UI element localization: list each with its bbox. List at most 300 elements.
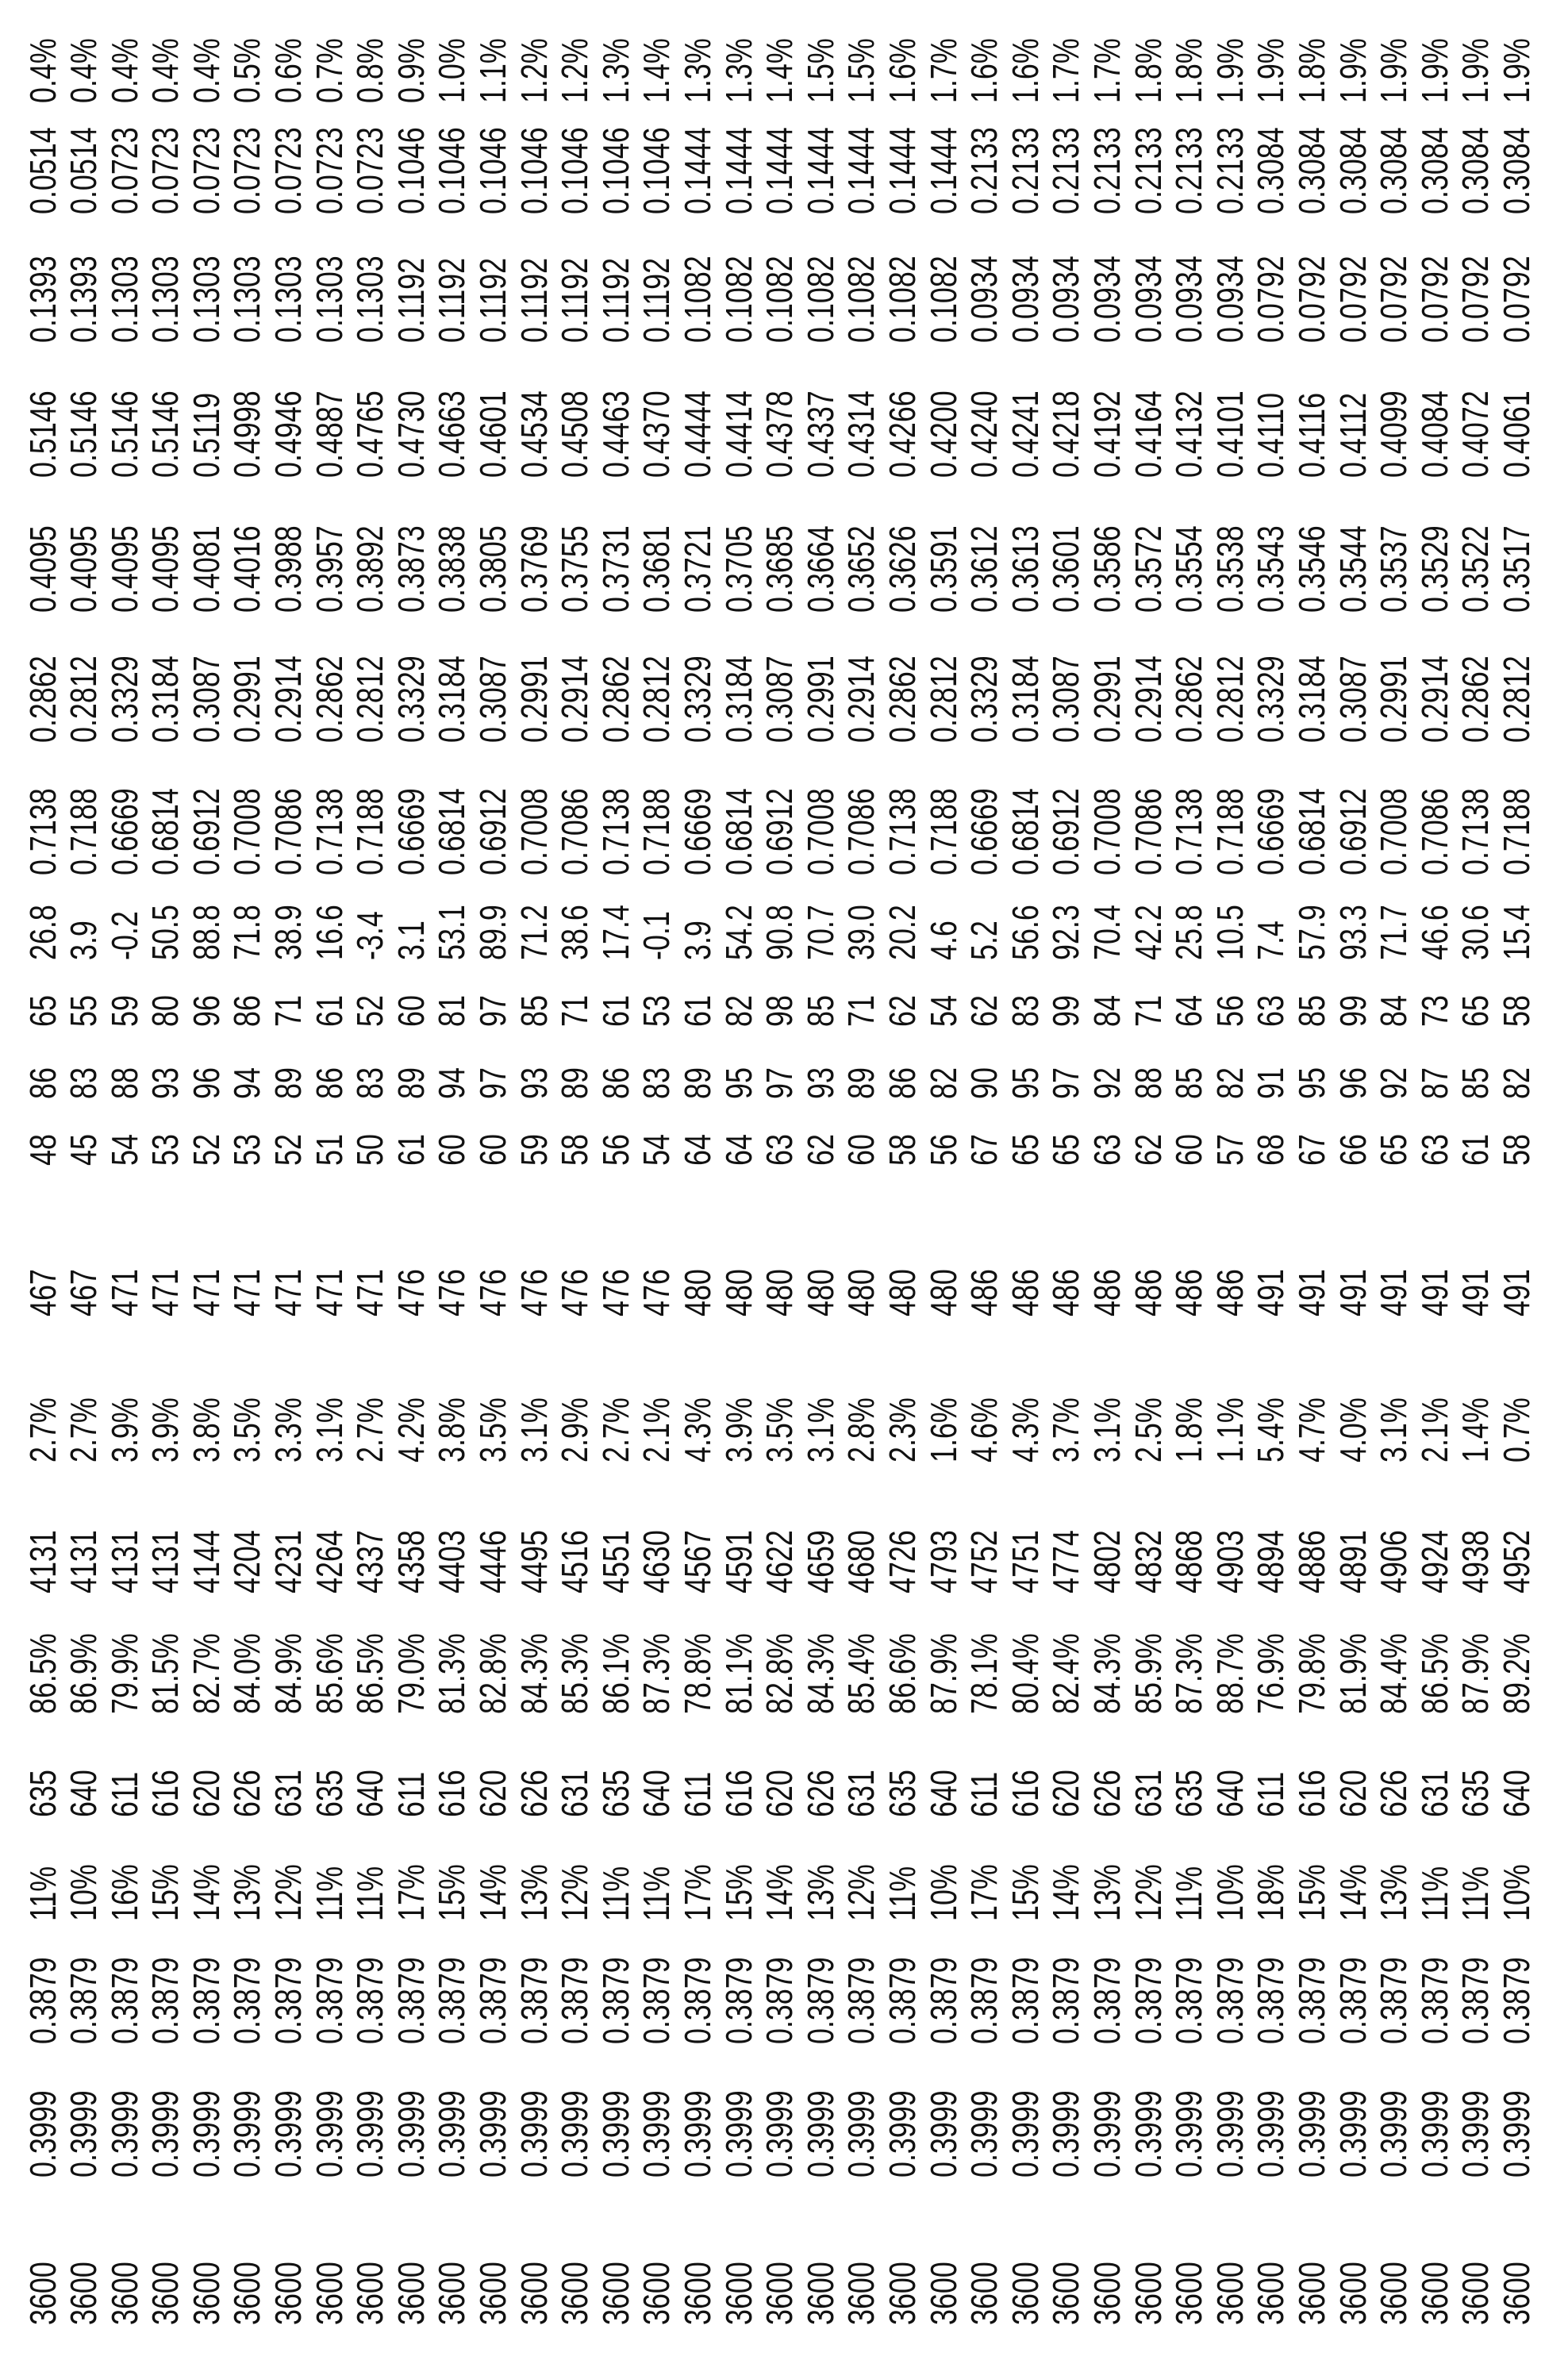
table-cell: 0.3999 [390,2090,432,2177]
table-cell: 56 [922,1134,964,1166]
table-cell: 0.4444 [677,390,718,478]
table-cell: 0.4266 [881,390,923,478]
table-cell: 1.9% [1495,38,1537,103]
table-cell: 79.8% [1290,1633,1332,1714]
table-cell: 4.2% [390,1397,432,1463]
table-cell: 0.3879 [881,1957,923,2044]
table-cell: 93 [144,1067,186,1099]
table-cell: 10% [63,1864,105,1921]
table-cell: 3600 [759,2262,801,2325]
table-cell: 51 [308,1134,350,1166]
table-cell: 86 [881,1067,923,1099]
table-cell: 0.2812 [63,655,105,743]
table-cell: 48 [21,1134,63,1166]
table-cell: 54.2 [717,905,759,960]
table-cell: 620 [185,1770,227,1817]
table-cell: 0.4101 [1209,390,1251,478]
table-cell: 611 [963,1771,1005,1817]
table-cell: 0.1082 [717,256,759,343]
table-cell: 86.6% [881,1633,923,1714]
table-cell: 4131 [63,1530,105,1593]
table-cell: 0.4241 [1004,390,1046,478]
table-cell: 0.3879 [185,1957,227,2044]
table-cell: 78.8% [677,1633,718,1714]
table-cell: 26.8 [21,905,63,960]
table-cell: 93.3 [1332,905,1374,960]
table-cell: 0.2991 [513,655,555,743]
table-cell: 50 [349,1134,391,1166]
table-cell: 82.4% [1045,1633,1087,1714]
table-cell: 63 [1250,995,1292,1027]
table-cell: 10% [1209,1864,1251,1921]
table-cell: 631 [554,1770,596,1817]
table-cell: 1.1% [1209,1397,1251,1463]
table-row [472,0,516,2360]
table-cell: 2.7% [349,1397,391,1463]
table-cell: 0.4463 [594,390,636,478]
table-cell: 64 [1168,995,1210,1027]
table-cell: 471 [185,1269,227,1316]
table-cell: 0.6814 [144,788,186,875]
table-cell: 3600 [1250,2262,1292,2325]
table-cell: 42.2 [1127,905,1169,960]
table-cell: 0.7188 [636,788,678,875]
table-cell: 95 [717,1067,759,1099]
table-cell: 54 [103,1134,145,1166]
table-cell: 471 [226,1269,268,1316]
table-cell: 80 [144,995,186,1027]
table-cell: 3.1% [308,1397,350,1463]
table-cell: 13% [513,1864,555,1921]
table-cell: 1.9% [1413,38,1455,103]
table-cell: 467 [63,1269,105,1316]
table-cell: 616 [1004,1770,1046,1817]
table-cell: 0.4314 [840,390,882,478]
table-cell: 0.4946 [267,390,309,478]
table-cell: 0.1303 [144,256,186,343]
table-cell: 0.3999 [759,2090,801,2177]
table-cell: 0.1046 [513,127,555,214]
table-cell: 17% [677,1864,718,1921]
table-cell: 2.5% [1127,1397,1169,1463]
table-cell: 0.2914 [267,655,309,743]
table-cell: 14% [472,1864,514,1921]
table-row [226,0,270,2360]
table-row [513,0,557,2360]
table-cell: 640 [1495,1770,1537,1817]
table-cell: 0.3538 [1209,525,1251,613]
table-cell: 0.1303 [226,256,268,343]
table-cell: 0.7138 [308,788,350,875]
table-cell: 4446 [472,1530,514,1593]
table-cell: -0.1 [636,911,678,960]
table-cell: 71 [267,995,309,1027]
table-cell: 1.6% [963,38,1005,103]
table-cell: 86.1% [594,1633,636,1714]
table-cell: 38.9 [267,905,309,960]
table-cell: 0.2862 [1455,655,1497,743]
table-cell: 4886 [1290,1530,1332,1593]
table-cell: 0.1444 [840,127,882,214]
table-cell: 0.3613 [1004,525,1046,613]
table-cell: 0.0934 [1086,256,1128,343]
table-cell: 0.5146 [21,390,63,478]
table-cell: 0.3517 [1495,525,1537,613]
table-cell: 0.0723 [267,127,309,214]
table-cell: 10.5 [1209,905,1251,960]
table-cell: 3.9 [677,921,718,960]
table-cell: 0.3184 [1290,655,1332,743]
table-cell: 480 [799,1269,841,1316]
table-cell: 0.6912 [1045,788,1087,875]
table-cell: 0.3999 [1455,2090,1497,2177]
table-cell: 0.3879 [636,1957,678,2044]
table-cell: 92.3 [1045,905,1087,960]
table-cell: 0.3879 [21,1957,63,2044]
table-cell: 0.4132 [1168,390,1210,478]
table-cell: 16.6 [308,905,350,960]
table-cell: 89.2% [1495,1633,1537,1714]
table-cell: 0.3879 [594,1957,636,2044]
table-cell: 0.5% [226,38,268,103]
table-cell: 0.0934 [1168,256,1210,343]
table-cell: 3600 [840,2262,882,2325]
table-cell: 45 [63,1134,105,1166]
table-cell: 1.9% [1209,38,1251,103]
table-cell: 491 [1332,1269,1374,1316]
table-cell: 3600 [513,2262,555,2325]
table-cell: 3.8% [185,1397,227,1463]
table-cell: 0.1082 [881,256,923,343]
table-cell: 87.3% [636,1633,678,1714]
table-cell: 0.1082 [677,256,718,343]
table-cell: 640 [922,1770,964,1817]
table-cell: 0.3999 [431,2090,473,2177]
table-cell: 4131 [103,1530,145,1593]
table-cell: 635 [308,1770,350,1817]
table-cell: 4516 [554,1530,596,1593]
table-cell: 86 [308,1067,350,1099]
table-cell: 12% [1127,1864,1169,1921]
table-cell: 81.3% [431,1633,473,1714]
table-cell: 3.8% [431,1397,473,1463]
table-cell: 0.7008 [799,788,841,875]
table-cell: 4144 [185,1530,227,1593]
table-cell: 0.3879 [799,1957,841,2044]
table-cell: 83 [349,1067,391,1099]
table-cell: 0.2812 [1495,655,1537,743]
table-cell: 3600 [1004,2262,1046,2325]
table-cell: 0.3879 [144,1957,186,2044]
table-cell: 68 [1250,1134,1292,1166]
table-cell: 0.4081 [185,525,227,613]
table-row [433,0,475,2360]
table-cell: 86 [226,995,268,1027]
table-cell: 3600 [922,2262,964,2325]
table-cell: 1.5% [799,38,841,103]
table-cell: 99 [1045,995,1087,1027]
table-cell: 0.6912 [472,788,514,875]
table-cell: 0.1192 [636,257,678,343]
table-cell: 471 [144,1269,186,1316]
table-cell: 0.2133 [1127,127,1169,214]
table-cell: 0.4061 [1495,390,1537,478]
table-row [1413,0,1458,2360]
table-cell: 0.1046 [554,127,596,214]
table-row [840,0,884,2360]
table-cell: 0.3879 [1250,1957,1292,2044]
table-cell: 476 [636,1269,678,1316]
table-cell: 0.3329 [963,655,1005,743]
table-cell: 4924 [1413,1530,1455,1593]
table-cell: 13% [226,1864,268,1921]
table-cell: 11% [1455,1866,1497,1921]
table-cell: 611 [1250,1771,1292,1817]
table-cell: 0.0792 [1332,256,1374,343]
table-cell: 82 [717,995,759,1027]
table-cell: 0.0723 [144,127,186,214]
table-cell: 635 [594,1770,636,1817]
table-cell: 3600 [963,2262,1005,2325]
table-cell: 61 [308,995,350,1027]
table-cell: 0.4887 [308,390,350,478]
table-row [799,0,844,2360]
table-cell: 635 [881,1770,923,1817]
table-cell: 0.6669 [103,788,145,875]
table-cell: 4774 [1045,1530,1087,1593]
table-cell: 0.6669 [677,788,718,875]
table-cell: 11% [1168,1866,1210,1921]
table-cell: 1.3% [594,38,636,103]
table-cell: 11% [349,1866,391,1921]
table-cell: 65 [1004,1134,1046,1166]
table-cell: 52 [349,995,391,1027]
table-cell: 0.3879 [554,1957,596,2044]
table-cell: 0.6912 [1332,788,1374,875]
table-cell: 4630 [636,1530,678,1593]
table-cell: 0.3999 [840,2090,882,2177]
table-cell: 86.5% [349,1633,391,1714]
table-cell: 0.3084 [1373,127,1415,214]
table-cell: 85.9% [1127,1633,1169,1714]
table-cell: 0.4110 [1250,392,1292,478]
table-cell: 0.3999 [677,2090,718,2177]
table-cell: 0.3879 [226,1957,268,2044]
table-cell: 0.1444 [759,127,801,214]
table-cell: 0.7138 [1168,788,1210,875]
table-cell: 0.3879 [1373,1957,1415,2044]
table-cell: 1.8% [1127,38,1169,103]
table-cell: 0.3721 [677,525,718,613]
table-cell: 1.1% [472,38,514,103]
table-cell: 81.9% [1332,1633,1374,1714]
table-cell: 3.5% [226,1397,268,1463]
table-cell: 0.3084 [1495,127,1537,214]
table-cell: 0.3546 [1290,525,1332,613]
table-cell: 90.8 [759,905,801,960]
table-cell: 616 [431,1770,473,1817]
table-cell: 0.3879 [840,1957,882,2044]
table-cell: 25.8 [1168,905,1210,960]
table-cell: 11% [881,1866,923,1921]
table-cell: 0.3999 [922,2090,964,2177]
table-cell: 0.3087 [1332,655,1374,743]
table-cell: 83 [636,1067,678,1099]
table-cell: 64 [717,1134,759,1166]
table-cell: 0.3705 [717,525,759,613]
table-cell: 3600 [1495,2262,1537,2325]
table-cell: 3600 [1045,2262,1087,2325]
table-cell: 0.3329 [390,655,432,743]
table-cell: 0.4730 [390,390,432,478]
table-cell: 59 [513,1134,555,1166]
table-cell: 0.3999 [1413,2090,1455,2177]
table-cell: 0.4414 [717,390,759,478]
table-cell: 0.3999 [103,2090,145,2177]
table-cell: 0.3544 [1332,525,1374,613]
table-cell: 616 [717,1770,759,1817]
table-cell: 54 [922,995,964,1027]
table-cell: 13% [799,1864,841,1921]
data-table [21,0,1539,2360]
table-cell: 95 [1004,1067,1046,1099]
table-cell: 92 [1373,1067,1415,1099]
table-cell: 0.0723 [349,127,391,214]
table-cell: 4403 [431,1530,473,1593]
table-cell: 63 [1413,1134,1455,1166]
table-cell: 85 [1168,1067,1210,1099]
table-cell: 0.1303 [308,256,350,343]
table-cell: 0.0934 [1045,256,1087,343]
table-cell: 88.7% [1209,1633,1251,1714]
table-cell: 3600 [1455,2262,1497,2325]
table-cell: 1.6% [881,38,923,103]
table-cell: 4894 [1250,1530,1292,1593]
table-cell: 0.3999 [63,2090,105,2177]
table-cell: 0.8% [349,38,391,103]
table-cell: 11% [594,1866,636,1921]
table-cell: 0.0723 [308,127,350,214]
table-cell: 2.7% [594,1397,636,1463]
table-cell: 61 [677,995,718,1027]
table-cell: 0.3586 [1086,525,1128,613]
table-cell: 626 [1373,1770,1415,1817]
table-row [556,0,598,2360]
table-cell: 0.1444 [677,127,718,214]
table-row [144,0,188,2360]
table-cell: 85.3% [554,1633,596,1714]
table-cell: 0.1303 [185,256,227,343]
table-row [1252,0,1293,2360]
table-cell: 0.6814 [1004,788,1046,875]
table-cell: 0.1393 [63,256,105,343]
table-cell: 57.9 [1290,905,1332,960]
table-cell: 53 [144,1134,186,1166]
table-cell: 87.3% [1168,1633,1210,1714]
table-cell: 0.4% [63,38,105,103]
table-cell: 0.2862 [881,655,923,743]
table-cell: 30.6 [1455,905,1497,960]
table-cell: 0.3879 [63,1957,105,2044]
table-cell: 1.5% [840,38,882,103]
table-cell: 0.3879 [267,1957,309,2044]
table-cell: 0.3879 [1332,1957,1374,2044]
table-row [1457,0,1498,2360]
table-row [717,0,762,2360]
table-cell: 3600 [63,2262,105,2325]
table-cell: 0.3626 [881,525,923,613]
table-cell: 620 [1332,1770,1374,1817]
table-cell: 84.0% [226,1633,268,1714]
table-cell: 93 [799,1067,841,1099]
table-cell: 89 [840,1067,882,1099]
table-cell: 3.9% [103,1397,145,1463]
table-cell: 12% [840,1864,882,1921]
table-cell: 486 [1127,1269,1169,1316]
table-cell: 0.4337 [799,390,841,478]
table-cell: 0.1082 [799,256,841,343]
table-cell: 1.6% [922,1397,964,1463]
table-cell: 97 [1045,1067,1087,1099]
table-cell: 0.2133 [1168,127,1210,214]
table-cell: 2.1% [1413,1397,1455,1463]
table-row [881,0,925,2360]
table-cell: 1.0% [431,38,473,103]
table-cell: 4903 [1209,1530,1251,1593]
table-cell: 14% [185,1864,227,1921]
table-cell: 89 [554,1067,596,1099]
table-cell: 89 [677,1067,718,1099]
table-cell: 0.1303 [103,256,145,343]
table-cell: 10% [1495,1864,1537,1921]
table-cell: 0.0792 [1290,256,1332,343]
table-cell: 1.3% [717,38,759,103]
table-cell: 0.2133 [1045,127,1087,214]
table-cell: 0.9% [390,38,432,103]
table-cell: 73 [1413,995,1455,1027]
table-cell: 0.7086 [554,788,596,875]
table-cell: 67 [1290,1134,1332,1166]
table-cell: 63 [1086,1134,1128,1166]
table-cell: 640 [1209,1770,1251,1817]
table-cell: 0.4084 [1413,390,1455,478]
table-cell: 0.0514 [63,127,105,214]
table-cell: 0.3879 [349,1957,391,2044]
table-cell: 0.6912 [185,788,227,875]
table-cell: 86.5% [1413,1633,1455,1714]
table-cell: 3.3% [267,1397,309,1463]
table-cell: 15% [1004,1864,1046,1921]
table-cell: 0.3999 [1250,2090,1292,2177]
table-cell: 0.1444 [799,127,841,214]
table-cell: 11% [21,1866,63,1921]
table-cell: 616 [1290,1770,1332,1817]
table-cell: 63 [759,1134,801,1166]
table-cell: 17% [963,1864,1005,1921]
table-cell: 4868 [1168,1530,1210,1593]
table-cell: 1.9% [1250,38,1292,103]
table-cell: 70.7 [799,905,841,960]
table-cell: 3600 [103,2262,145,2325]
table-cell: 471 [103,1269,145,1316]
table-row [390,0,434,2360]
table-cell: 60 [472,1134,514,1166]
table-cell: 3600 [636,2262,678,2325]
table-cell: 3600 [717,2262,759,2325]
table-cell: 82.7% [185,1633,227,1714]
table-cell: 3600 [1290,2262,1332,2325]
table-row [761,0,802,2360]
